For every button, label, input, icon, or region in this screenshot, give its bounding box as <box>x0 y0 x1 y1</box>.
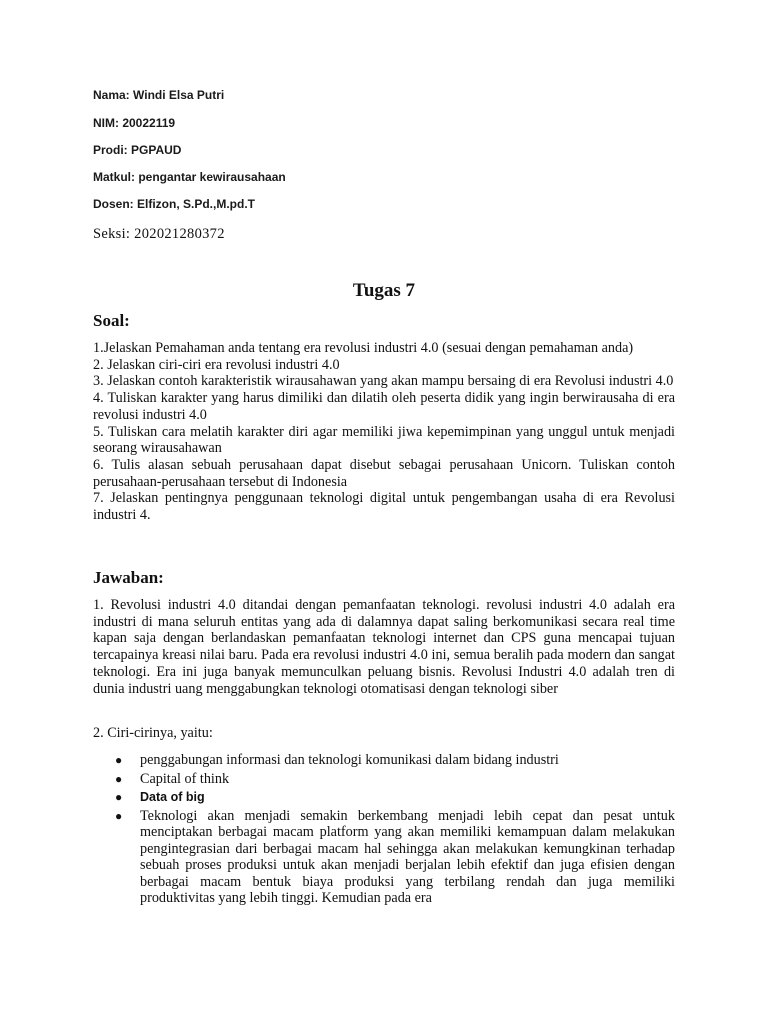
lecturer-name: Dosen: Elfizon, S.Pd.,M.pd.T <box>93 197 255 211</box>
student-name: Nama: Windi Elsa Putri <box>93 88 225 102</box>
course-name: Matkul: pengantar kewirausahaan <box>93 170 286 184</box>
question-6: 6. Tulis alasan sebuah perusahaan dapat disebut sebagai perusahaan Unicorn. Tuliskan contoh perusahaan-perusahaan tersebut di Indonesia <box>93 456 675 490</box>
student-nim: NIM: 20022119 <box>93 116 176 130</box>
bullet-icon: ● <box>115 808 123 823</box>
section-number: Seksi: 202021280372 <box>93 226 225 242</box>
bullet-item <box>113 808 675 907</box>
bullet-icon: ● <box>115 771 123 786</box>
answer-1-text: 1. Revolusi industri 4.0 ditandai dengan pemanfaatan teknologi. revolusi industri 4.0 adalah era industri di mana seluruh entitas yang ada di dalamnya dapat saling berkomunikasi secara real time kapan saja dengan berlandaskan pemanfaatan teknologi internet dan CPS guna mencapai tujuan tercapainya kreasi nilai baru. Pada era revolusi industri 4.0 ini, semua beralih pada modern dan sangat teknologi. Era ini juga banyak memunculkan peluang bisnis. Revolusi Industri 4.0 adalah tren di dunia industri uang menggabungkan teknologi otomatisasi dengan teknologi siber <box>93 597 675 697</box>
jawaban-heading: Jawaban: <box>93 568 164 587</box>
question-3: 3. Jelaskan contoh karakteristik wirausahawan yang akan mampu bersaing di era Revolusi industri 4.0 <box>93 373 674 390</box>
bullet-text: Capital of think <box>140 770 230 787</box>
bullet-item <box>113 752 675 769</box>
answer-2-bullet-list <box>113 752 675 909</box>
bullet-text: Data of big <box>140 790 205 804</box>
question-7: 7. Jelaskan pentingnya penggunaan teknologi digital untuk pengembangan usaha di era Revolusi industri 4. <box>93 490 675 524</box>
bullet-icon: ● <box>115 790 123 804</box>
bullet-icon: ● <box>115 753 123 767</box>
answer-1 <box>93 597 675 697</box>
document-title: Tugas 7 <box>352 280 416 301</box>
bullet-item <box>113 789 675 806</box>
question-4: 4. Tuliskan karakter yang harus dimiliki dan dilatih oleh peserta didik yang ingin berwirausaha di era revolusi industri 4.0 <box>93 390 675 423</box>
bullet-text: penggabungan informasi dan teknologi komunikasi dalam bidang industri <box>140 752 559 768</box>
bullet-item <box>113 771 675 788</box>
question-1: 1.Jelaskan Pemahaman anda tentang era revolusi industri 4.0 (sesuai dengan pemahaman anda) <box>93 340 634 356</box>
soal-heading: Soal: <box>93 311 130 330</box>
question-5: 5. Tuliskan cara melatih karakter diri agar memiliki jiwa kepemimpinan yang unggul untuk menjadi seorang wirausahawan <box>93 423 675 457</box>
answer-2-intro-text: 2. Ciri-cirinya, yaitu: <box>93 725 213 741</box>
bullet-text: Teknologi akan menjadi semakin berkembang menjadi lebih cepat dan pesat untuk menciptakan berbagai macam platform yang akan memiliki kemampuan dalam melakukan pengintegrasian dari berbagai macam hal sehingga akan melakukan kemungkinan terhadap sebuah proses produksi untuk akan menjadi berjalan lebih efektif dan juga efisien dengan berbagai macam bentuk biaya produksi yang terbilang rendah dan juga memiliki produktivitas yang lebih tinggi. Kemudian pada era <box>140 807 675 906</box>
questions-list <box>93 340 675 524</box>
answer-2-intro <box>93 725 675 742</box>
study-program: Prodi: PGPAUD <box>93 143 182 157</box>
question-2: 2. Jelaskan ciri-ciri era revolusi industri 4.0 <box>93 356 340 373</box>
